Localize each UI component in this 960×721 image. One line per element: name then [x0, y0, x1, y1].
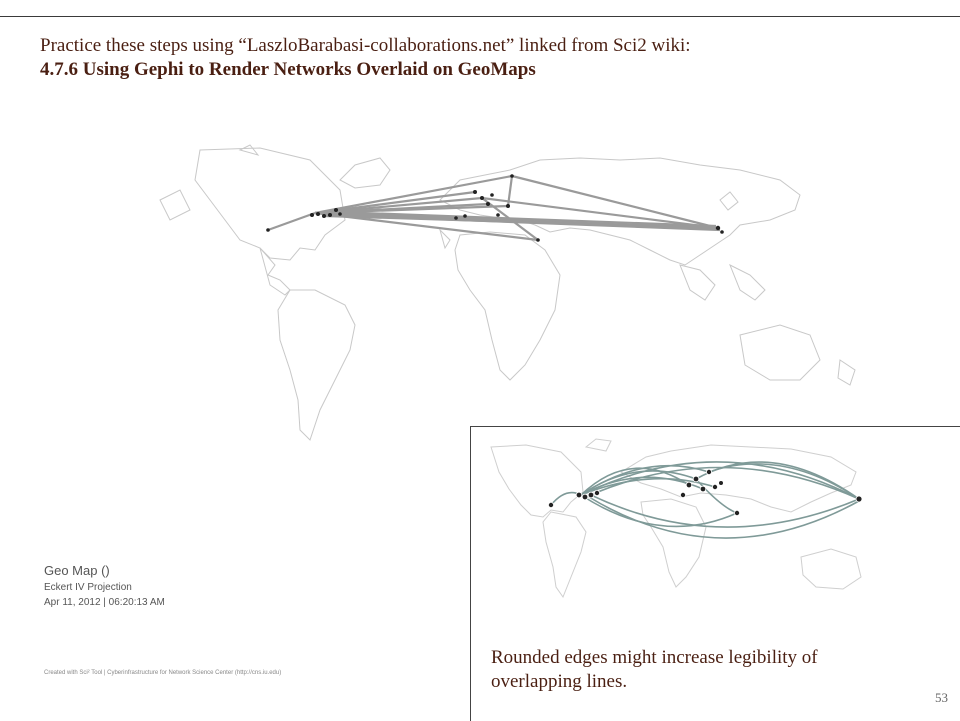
page-number: 53: [935, 690, 948, 705]
inset-rounded-edges: [470, 426, 960, 721]
map-title: Geo Map (): [44, 563, 110, 578]
instruction-text: Practice these steps using “LaszloBarabasi-collaborations.net” linked from Sci2 wiki:: [40, 35, 691, 56]
inset-world-outline: [491, 439, 861, 597]
slide-heading: [40, 34, 940, 82]
world-outline: [160, 145, 855, 440]
map-footer-credit: Created with Sci² Tool | Cyberinfrastructure for Network Science Center (http://cns.iu.edu): [44, 670, 282, 676]
top-rule: [0, 16, 960, 17]
inset-caption: Rounded edges might increase legibility of overlapping lines.: [491, 647, 818, 692]
map-projection: Eckert IV Projection: [44, 582, 132, 593]
rounded-collaboration-edges: [551, 462, 859, 538]
map-caption: [44, 562, 165, 610]
map-timestamp: Apr 11, 2012 | 06:20:13 AM: [44, 597, 165, 608]
section-title: 4.7.6 Using Gephi to Render Networks Overlaid on GeoMaps: [40, 59, 536, 80]
geo-map-rounded-edges: [471, 427, 960, 637]
